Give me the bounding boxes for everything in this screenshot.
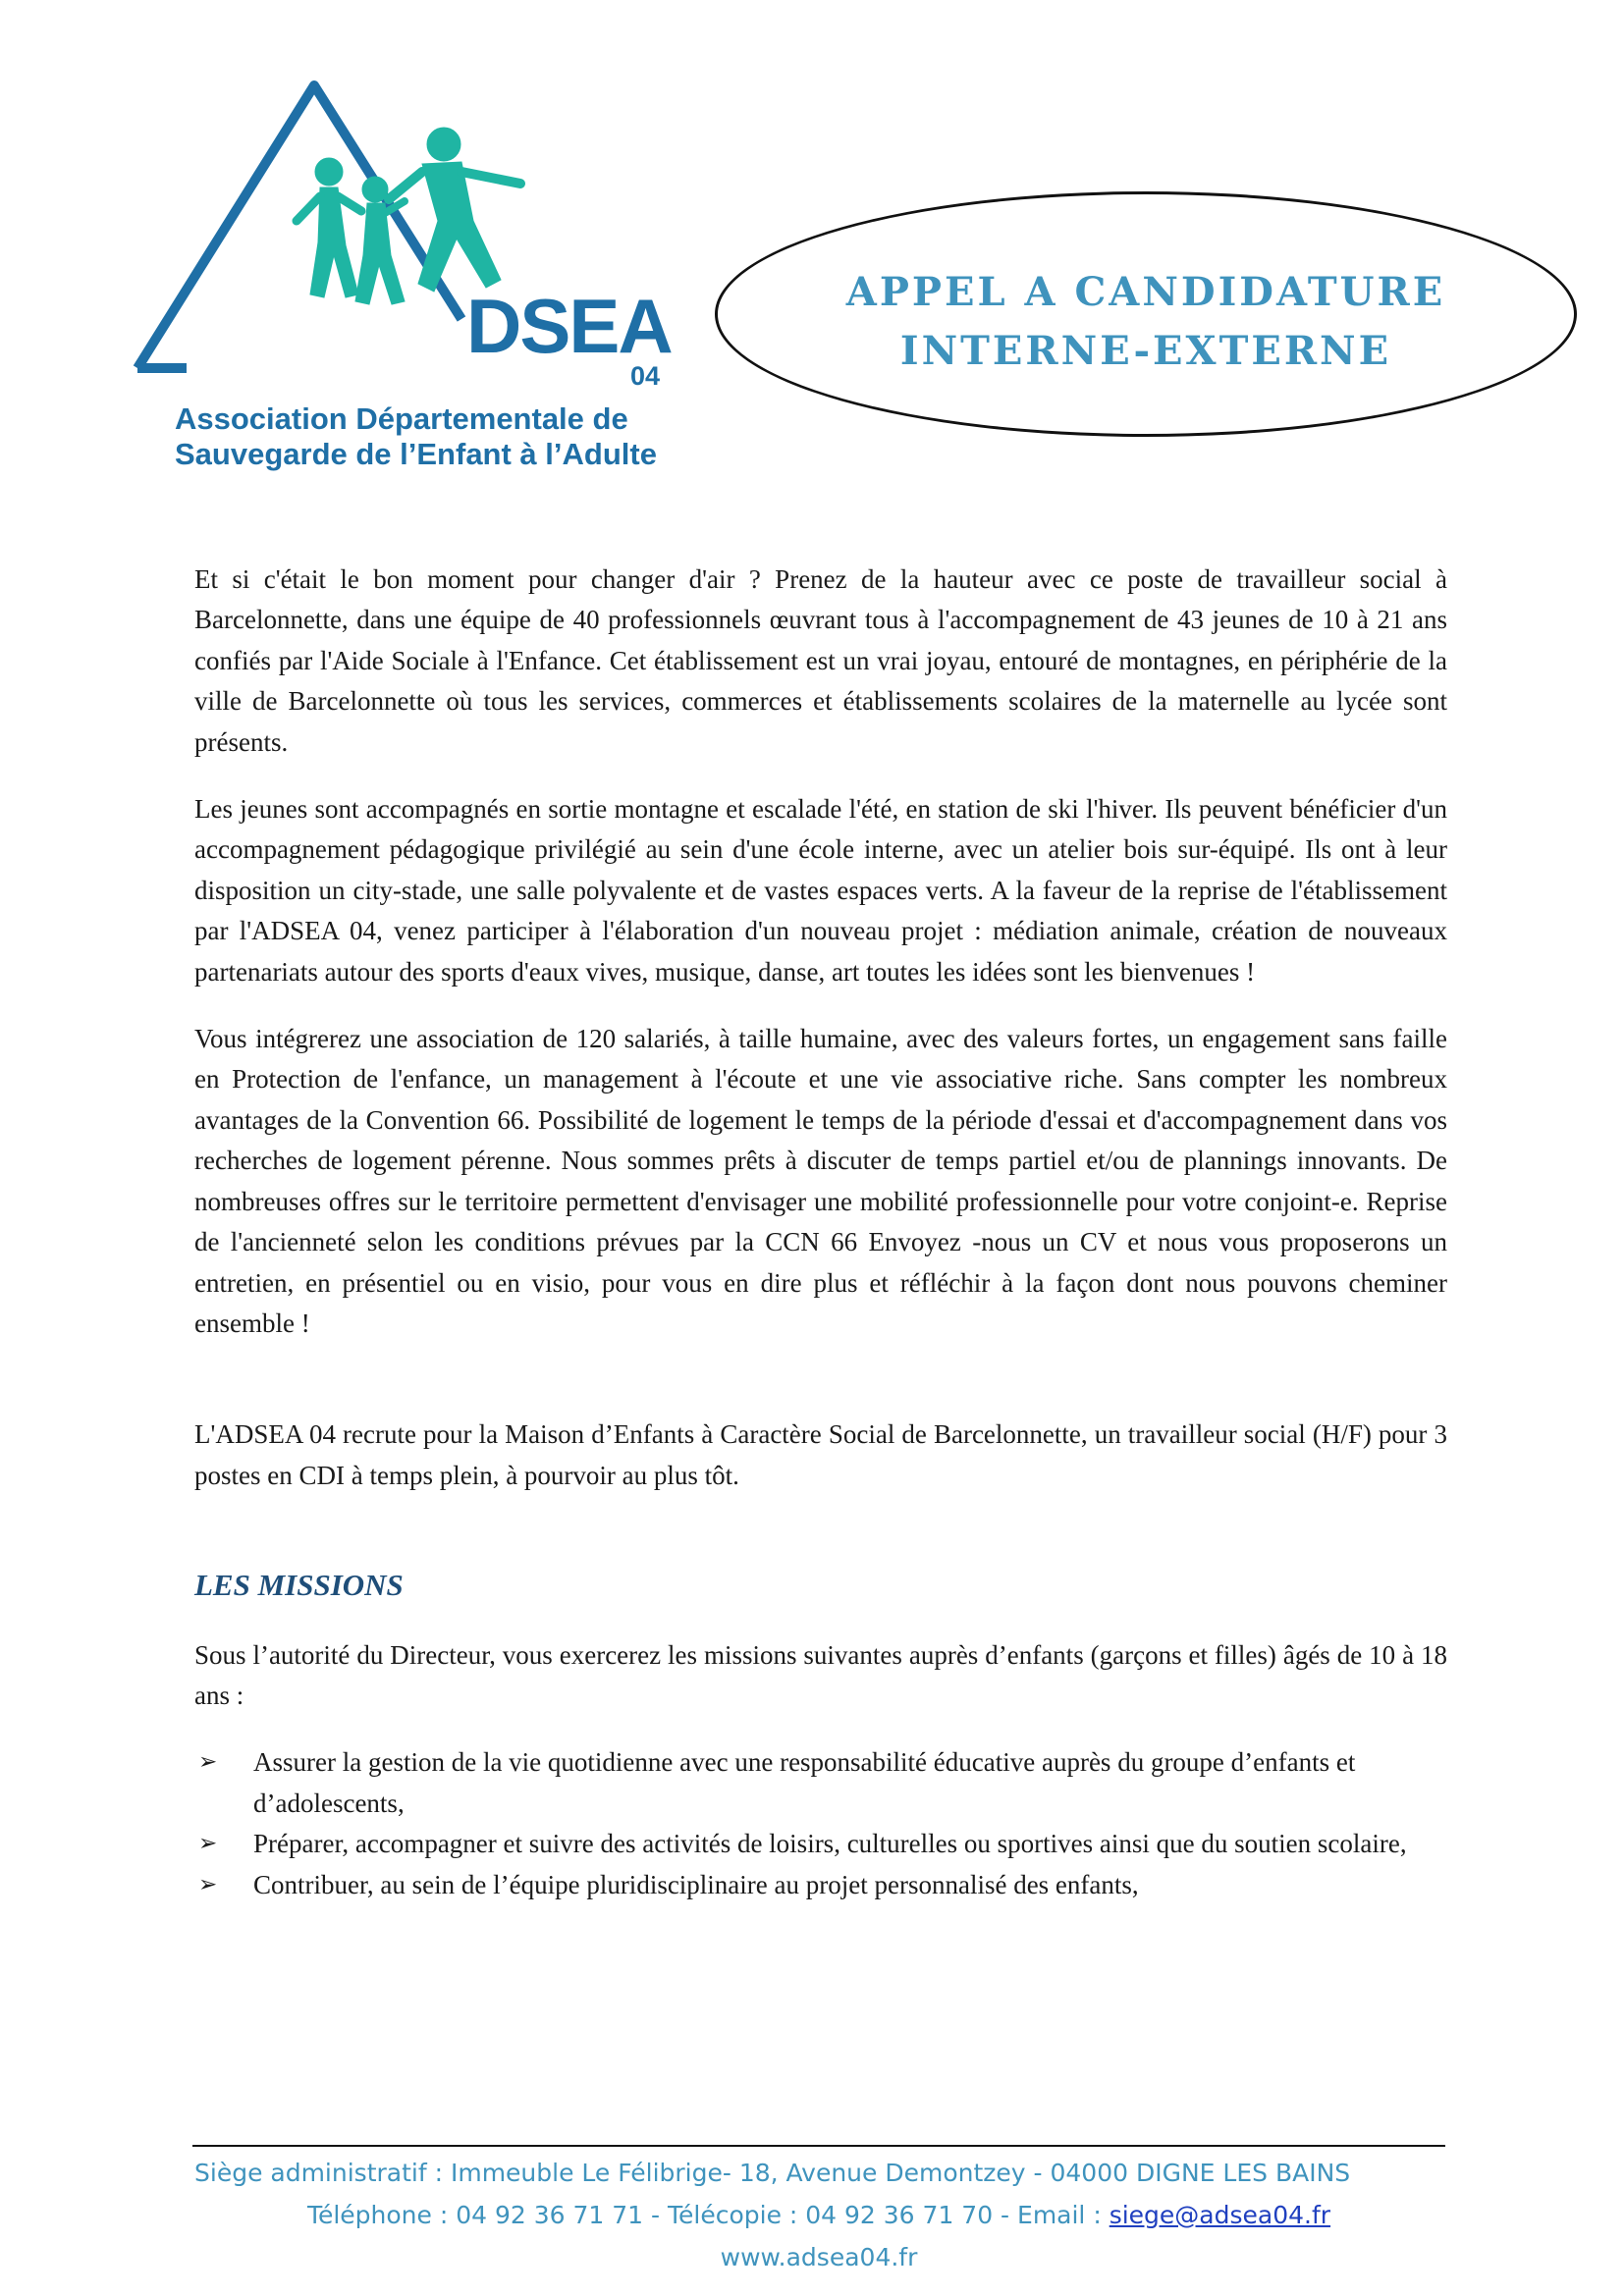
recruitment-paragraph: L'ADSEA 04 recrute pour la Maison d’Enfants à Caractère Social de Barcelonnette, un travailleur social (H/F) pour 3 postes en CDI à temps plein, à pourvoir au plus tôt. bbox=[194, 1419, 1447, 1490]
missions-title: LES MISSIONS bbox=[194, 1568, 404, 1603]
activities-paragraph: Les jeunes sont accompagnés en sortie montagne et escalade l'été, en station de ski l'hiver. Ils peuvent bénéficier d'un accompagnement pédagogique privilégié au sein d'une école interne, avec un atelier bois sur-équipé. Ils ont à leur disposition un city-stade, une salle polyvalente et de vastes espaces verts. A la faveur de la reprise de l'établissement par l'ADSEA 04, venez participer à l'élaboration d'un nouveau projet : médiation animale, création de nouveaux partenariats autour des sports d'eaux vives, musique, danse, art toutes les idées sont les bienvenues ! bbox=[194, 794, 1447, 987]
title-line1: APPEL A CANDIDATURE bbox=[845, 269, 1446, 315]
arrow-bullet-icon: ➢ bbox=[198, 1871, 218, 1897]
list-item: ➢ Assurer la gestion de la vie quotidienne avec une responsabilité éducative auprès du groupe d’enfants et d’adolescents, bbox=[194, 1742, 1447, 1824]
arrow-bullet-icon: ➢ bbox=[198, 1749, 218, 1776]
footer-phones: Téléphone : 04 92 36 71 71 - Télécopie : 04 92 36 71 70 - Email : bbox=[306, 2201, 1110, 2229]
footer-address: Siège administratif : Immeuble Le Félibrige- 18, Avenue Demontzey - 04000 DIGNE LES BAINS bbox=[194, 2159, 1351, 2187]
association-paragraph: Vous intégrerez une association de 120 salariés, à taille humaine, avec des valeurs fortes, un engagement sans faille en Protection de l'enfance, un management à l'écoute et une vie associative riche. Sans compter les nombreux avantages de la Convention 66. Possibilité de logement le temps de la période d'essai et d'accompagnement dans vos recherches de logement pérenne. Nous sommes prêts à discuter de temps partiel et/ou de plannings innovants. De nombreuses offres sur le territoire permettent d'envisager une mobilité professionnelle pour votre conjoint-e. Reprise de l'ancienneté selon les conditions prévues par la CCN 66 Envoyez -nous un CV et nous vous proposerons un entretien, en présentiel ou en visio, pour vous en dire plus et réfléchir à la façon dont nous pouvons cheminer ensemble ! bbox=[194, 1024, 1447, 1338]
footer-divider bbox=[192, 2145, 1445, 2147]
list-item: ➢ Préparer, accompagner et suivre des activités de loisirs, culturelles ou sportives ainsi que du soutien scolaire, bbox=[194, 1824, 1447, 1864]
missions-lead: Sous l’autorité du Directeur, vous exercerez les missions suivantes auprès d’enfants (garçons et filles) âgés de 10 à 18 ans : bbox=[194, 1639, 1447, 1710]
logo-name-line2: Sauvegarde de l’Enfant à l’Adulte bbox=[175, 437, 657, 471]
logo-name-line1: Association Départementale de bbox=[175, 401, 628, 436]
adsea-logo bbox=[128, 74, 677, 471]
footer bbox=[192, 2152, 1445, 2278]
page-title bbox=[715, 263, 1577, 381]
intro-paragraph: Et si c'était le bon moment pour changer d'air ? Prenez de la hauteur avec ce poste de travailleur social à Barcelonnette, dans une équipe de 40 professionnels œuvrant tous à l'accompagnement de 43 jeunes de 10 à 21 ans confiés par l'Aide Sociale à l'Enfance. Cet établissement est un vrai joyau, entouré de montagnes, en périphérie de la ville de Barcelonnette où tous les services, commerces et établissements scolaires de la maternelle au lycée sont présents. bbox=[194, 564, 1447, 757]
title-line2: INTERNE-EXTERNE bbox=[899, 328, 1392, 374]
email-link[interactable]: siege@adsea04.fr bbox=[1109, 2201, 1331, 2229]
list-item: ➢ Contribuer, au sein de l’équipe pluridisciplinaire au projet personnalisé des enfants, bbox=[194, 1865, 1447, 1905]
footer-contact bbox=[192, 2194, 1445, 2236]
missions-list bbox=[194, 1742, 1447, 1905]
logo-number: 04 bbox=[630, 361, 661, 391]
logo-acronym: DSEA bbox=[466, 283, 672, 369]
document-body bbox=[194, 560, 1447, 1905]
footer-website[interactable]: www.adsea04.fr bbox=[720, 2243, 918, 2271]
arrow-bullet-icon: ➢ bbox=[198, 1831, 218, 1857]
